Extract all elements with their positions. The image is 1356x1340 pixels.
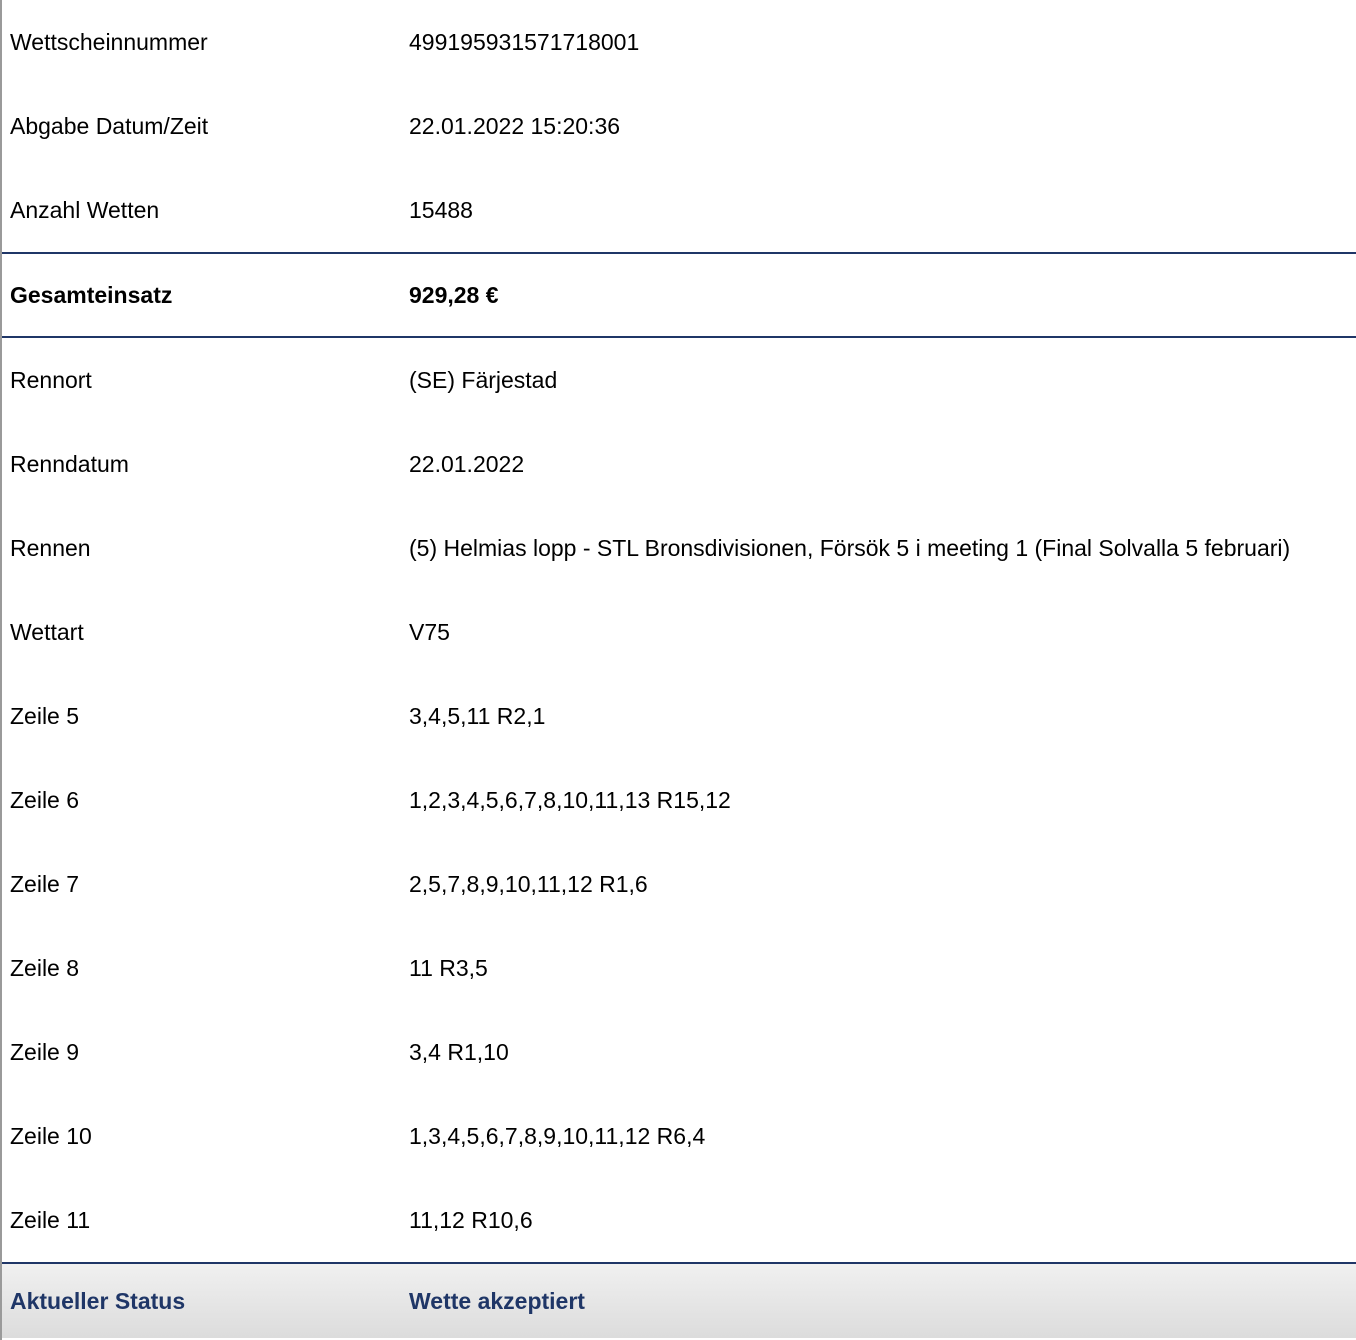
row-label: Zeile 10 [10,1122,92,1149]
row-value: (SE) Färjestad [409,366,558,393]
row-line-7 [2,842,1356,926]
row-label: Zeile 11 [10,1206,91,1233]
row-label: Rennen [10,534,91,561]
row-value: 22.01.2022 15:20:36 [409,112,621,139]
row-label: Renndatum [10,450,129,477]
total-label: Gesamteinsatz [10,281,173,308]
row-line-11 [2,1178,1356,1262]
row-total-stake [2,252,1356,338]
row-label: Abgabe Datum/Zeit [10,112,209,139]
row-label: Zeile 6 [10,786,80,813]
total-value: 929,28 € [409,281,499,308]
row-bet-count [2,168,1356,252]
row-submission-datetime [2,84,1356,168]
row-value: (5) Helmias lopp - STL Bronsdivisionen, Försök 5 i meeting 1 (Final Solvalla 5 februari) [409,534,1291,561]
row-value: 22.01.2022 [409,450,525,477]
row-line-8 [2,926,1356,1010]
row-line-9 [2,1010,1356,1094]
row-value: 3,4 R1,10 [409,1038,509,1065]
row-line-6 [2,758,1356,842]
row-label: Zeile 9 [10,1038,80,1065]
row-label: Rennort [10,366,92,393]
row-line-5 [2,674,1356,758]
row-value: 1,3,4,5,6,7,8,9,10,11,12 R6,4 [409,1122,706,1149]
row-label: Wettscheinnummer [10,28,208,55]
row-value: 15488 [409,196,473,223]
row-bet-type [2,590,1356,674]
row-value: 1,2,3,4,5,6,7,8,10,11,13 R15,12 [409,786,731,813]
row-race-venue [2,338,1356,422]
row-value: V75 [409,618,450,645]
row-label: Wettart [10,618,84,645]
row-label: Zeile 5 [10,702,80,729]
row-value: 11 R3,5 [409,954,488,981]
row-value: 499195931571718001 [409,28,640,55]
row-value: 3,4,5,11 R2,1 [409,702,546,729]
row-value: 11,12 R10,6 [409,1206,533,1233]
row-line-10 [2,1094,1356,1178]
row-race [2,506,1356,590]
status-value: Wette akzeptiert [409,1287,585,1314]
row-label: Zeile 7 [10,870,80,897]
row-current-status [2,1262,1356,1338]
row-value: 2,5,7,8,9,10,11,12 R1,6 [409,870,648,897]
row-ticket-number [2,0,1356,84]
row-label: Anzahl Wetten [10,196,160,223]
row-label: Zeile 8 [10,954,80,981]
status-label: Aktueller Status [10,1287,186,1314]
row-race-date [2,422,1356,506]
